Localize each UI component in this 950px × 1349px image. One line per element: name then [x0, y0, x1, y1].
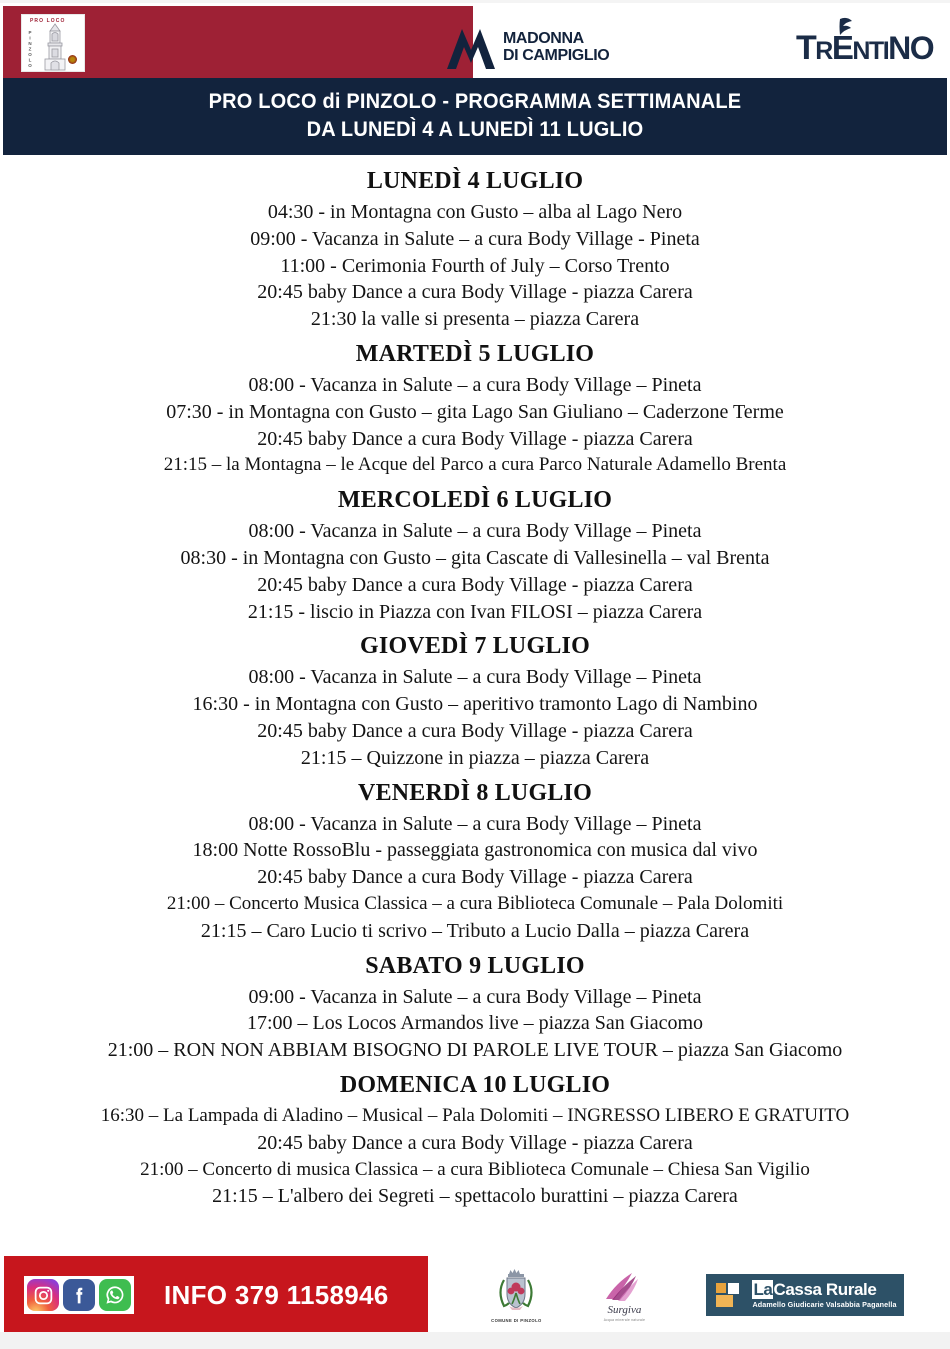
weekly-program	[0, 155, 950, 1210]
cassa-rurale-subtitle: Adamello Giudicarie Valsabbia Paganella	[752, 1300, 897, 1309]
event-line: 17:00 – Los Locos Armandos live – piazza San Giacomo	[246, 1012, 703, 1035]
event-line: 21:00 – Concerto di musica Classica – a cura Biblioteca Comunale – Chiesa San Vigilio	[140, 1158, 810, 1180]
event-line: 09:00 - Vacanza in Salute – a cura Body Village - Pineta	[250, 227, 700, 250]
instagram-icon[interactable]	[27, 1279, 59, 1311]
day-block	[6, 629, 944, 771]
event-line: 16:30 – La Lampada di Aladino – Musical – Pala Dolomiti – INGRESSO LIBERO E GRATUITO	[100, 1104, 850, 1126]
event-line: 21:15 – Caro Lucio ti scrivo – Tributo a Lucio Dalla – piazza Carera	[200, 919, 750, 942]
info-phone-text: INFO 379 1158946	[164, 1279, 389, 1310]
event-line: 08:00 - Vacanza in Salute – a cura Body Village – Pineta	[248, 812, 702, 835]
event-line: 08:00 - Vacanza in Salute – a cura Body Village – Pineta	[248, 520, 702, 543]
surgiva-subtitle: Acqua minerale naturale	[603, 1317, 646, 1322]
event-line: 08:30 - in Montagna con Gusto – gita Cascate di Vallesinella – val Brenta	[180, 546, 770, 569]
proloco-logo-top-text: PRO LOCO	[30, 18, 66, 24]
event-line: 20:45 baby Dance a cura Body Village - piazza Carera	[257, 427, 693, 450]
day-title: VENERDÌ 8 LUGLIO	[358, 779, 592, 806]
comune-caption: COMUNE DI PINZOLO	[491, 1318, 542, 1323]
event-line: 07:30 - in Montagna con Gusto – gita Lago San Giuliano – Caderzone Terme	[166, 400, 784, 423]
event-line: 16:30 - in Montagna con Gusto – aperitivo tramonto Lago di Nambino	[192, 693, 758, 716]
event-line: 21:15 – la Montagna – le Acque del Parco a cura Parco Naturale Adamello Brenta	[163, 454, 787, 476]
social-icons-group	[24, 1276, 134, 1314]
event-line: 20:45 baby Dance a cura Body Village - piazza Carera	[257, 573, 693, 596]
madonna-di-campiglio-logo	[445, 23, 609, 71]
trentino-logo-text: TRENTINO	[796, 29, 934, 67]
surgiva-brushstroke-icon	[600, 1269, 648, 1303]
cassa-rurale-word-la: La	[753, 1280, 773, 1299]
event-line: 18:00 Notte RossoBlu - passeggiata gastronomica con musica dal vivo	[192, 839, 758, 862]
day-title: SABATO 9 LUGLIO	[365, 952, 585, 979]
cassa-rurale-logo	[706, 1274, 903, 1316]
poster-header	[0, 0, 950, 78]
event-line: 21:00 – RON NON ABBIAM BISOGNO DI PAROLE LIVE TOUR – piazza San Giacomo	[107, 1039, 843, 1062]
bell-tower-icon	[38, 23, 72, 71]
whatsapp-icon[interactable]	[99, 1279, 131, 1311]
event-line: 21:30 la valle si presenta – piazza Carera	[310, 308, 640, 331]
info-contact-bar	[4, 1256, 428, 1334]
proloco-pinzolo-logo	[21, 14, 85, 72]
cassa-rurale-title	[752, 1281, 896, 1299]
campiglio-m-mountain-icon	[445, 23, 497, 71]
title-banner	[3, 78, 947, 155]
day-block	[6, 483, 944, 625]
day-block	[6, 1068, 944, 1210]
event-line: 04:30 - in Montagna con Gusto – alba al Lago Nero	[267, 201, 683, 223]
day-block	[6, 164, 944, 333]
proloco-crest-icon	[68, 55, 77, 64]
poster-footer	[0, 1250, 950, 1349]
event-line: 21:15 - liscio in Piazza con Ivan FILOSI – piazza Carera	[247, 600, 703, 623]
madonna-logo-line2: DI CAMPIGLIO	[503, 47, 610, 64]
cassa-rurale-mark-icon	[706, 1274, 750, 1316]
cassa-rurale-word-rurale: Rurale	[825, 1280, 877, 1299]
cassa-rurale-text-block	[750, 1274, 903, 1316]
proloco-logo-side-text: PINZOLO	[27, 30, 33, 69]
day-block	[6, 337, 944, 479]
event-line: 20:45 baby Dance a cura Body Village - piazza Carera	[257, 1131, 693, 1154]
title-line-1: PRO LOCO di PINZOLO - PROGRAMMA SETTIMANALE	[208, 89, 742, 113]
sponsor-logos	[428, 1256, 946, 1334]
day-title: DOMENICA 10 LUGLIO	[339, 1071, 611, 1098]
event-line: 08:00 - Vacanza in Salute – a cura Body Village – Pineta	[248, 666, 702, 689]
day-title: GIOVEDÌ 7 LUGLIO	[360, 633, 590, 660]
surgiva-name: Surgiva	[607, 1303, 642, 1316]
day-title: LUNEDÌ 4 LUGLIO	[366, 168, 584, 194]
event-line: 20:45 baby Dance a cura Body Village - piazza Carera	[257, 281, 693, 304]
event-line: 21:15 – Quizzone in piazza – piazza Carera	[300, 746, 650, 769]
comune-di-pinzolo-logo	[490, 1267, 542, 1323]
event-line: 21:00 – Concerto Musica Classica – a cura Biblioteca Comunale – Pala Dolomiti	[166, 892, 784, 914]
day-title: MERCOLEDÌ 6 LUGLIO	[337, 487, 613, 514]
day-block	[6, 949, 944, 1064]
event-line: 09:00 - Vacanza in Salute – a cura Body Village – Pineta	[248, 985, 702, 1008]
madonna-logo-line1: MADONNA	[503, 30, 584, 47]
event-line: 11:00 - Cerimonia Fourth of July – Corso Trento	[280, 254, 670, 277]
trentino-logo	[794, 17, 934, 69]
bottom-strip	[0, 1332, 950, 1349]
day-title: MARTEDÌ 5 LUGLIO	[355, 340, 595, 367]
day-block	[6, 776, 944, 945]
comune-coat-of-arms-icon	[490, 1267, 542, 1317]
event-line: 20:45 baby Dance a cura Body Village - piazza Carera	[257, 866, 693, 889]
surgiva-logo	[600, 1269, 648, 1322]
event-line: 08:00 - Vacanza in Salute – a cura Body Village – Pineta	[248, 373, 702, 396]
event-line: 21:15 – L'albero dei Segreti – spettacolo burattini – piazza Carera	[212, 1185, 738, 1208]
event-line: 20:45 baby Dance a cura Body Village - piazza Carera	[257, 719, 693, 742]
facebook-icon[interactable]	[63, 1279, 95, 1311]
cassa-rurale-word-cassa: Cassa	[773, 1280, 822, 1299]
title-line-2: DA LUNEDÌ 4 A LUNEDÌ 11 LUGLIO	[306, 117, 644, 141]
